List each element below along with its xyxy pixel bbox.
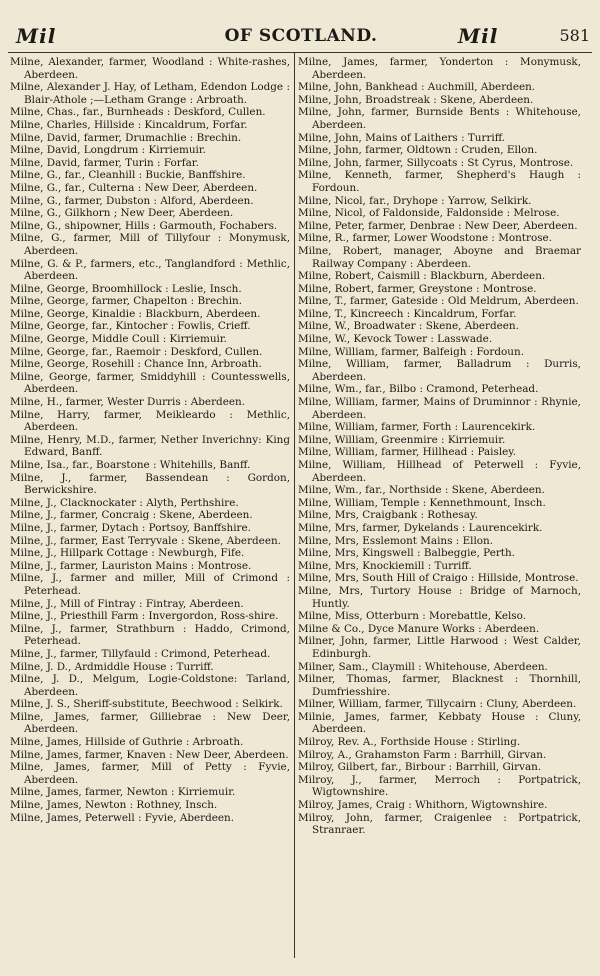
header-title: OF SCOTLAND. [224, 26, 378, 46]
directory-entry: Milne, Henry, M.D., farmer, Nether Inverichny: King Edward, Banff. [10, 433, 290, 459]
directory-entry: Milne, John, Mains of Laithers : Turriff. [298, 131, 506, 144]
directory-entry: Milne, T., Kincreech : Kincaldrum, Forfar. [298, 307, 517, 320]
directory-entry: Milne, Miss, Otterburn : Morebattle, Kelso. [298, 610, 527, 623]
directory-entry: Milne, R., farmer, Lower Woodstone : Montrose. [298, 232, 552, 245]
directory-entry: Milner, William, farmer, Tillycairn : Cluny, Aberdeen. [298, 698, 577, 711]
directory-entry: Milne, George, farmer, Chapelton : Brechin. [10, 295, 243, 308]
directory-entry: Milne, Mrs, Kingswell : Balbeggie, Perth. [298, 547, 515, 560]
directory-entry: Milne, William, Hillhead of Peterwell : Fyvie, Aberdeen. [298, 459, 581, 484]
directory-entry: Milne, Wm., far., Bilbo : Cramond, Peterhead. [298, 383, 539, 396]
directory-entry: Milne, Kenneth, farmer, Shepherd's Haugh : Fordoun. [298, 169, 581, 194]
directory-entry: Milne, John, farmer, Oldtown : Cruden, Ellon. [298, 144, 538, 157]
directory-entry: Milne, Peter, farmer, Denbrae : New Deer, Aberdeen. [298, 219, 578, 232]
directory-entry: Milne, William, Greenmire : Kirriemuir. [298, 433, 506, 446]
directory-entry: Milne, George, Kinaldie : Blackburn, Aberdeen. [10, 307, 261, 320]
right-column [298, 56, 581, 837]
directory-entry: Milne, Robert, farmer, Greystone : Montrose. [298, 282, 537, 295]
header-left-guide-word: Mil [16, 24, 57, 48]
directory-entry: Milne, Mrs, South Hill of Craigo : Hillside, Montrose. [298, 572, 579, 585]
directory-entry: Milne, T., farmer, Gateside : Old Meldrum, Aberdeen. [298, 295, 579, 308]
directory-entry: Milroy, John, farmer, Craigenlee : Portpatrick, Stranraer. [298, 811, 581, 837]
directory-entry: Milner, Thomas, farmer, Blacknest : Thornhill, Dumfriesshire. [298, 673, 581, 698]
directory-entry: Milne, G., farmer, Mill of Tillyfour : Monymusk, Aberdeen. [10, 232, 290, 257]
directory-entry: Milne, John, Broadstreak : Skene, Aberdeen. [298, 93, 534, 106]
directory-entry: Milne, Mrs, Craigbank : Rothesay. [298, 509, 478, 522]
directory-entry: Milne, G., farmer, Dubston : Alford, Aberdeen. [10, 194, 254, 207]
directory-entry: Milroy, Rev. A., Forthside House : Stirling. [298, 736, 521, 749]
directory-entry: Milne, William, farmer, Balfeigh : Fordoun. [298, 345, 524, 358]
directory-entry: Milner, John, farmer, Little Harwood : West Calder, Edinburgh. [298, 635, 581, 660]
directory-entry: Milne, J., farmer, East Terryvale : Skene, Aberdeen. [10, 534, 281, 547]
directory-entry: Milne, G. & P., farmers, etc., Tanglandford : Methlic, Aberdeen. [10, 257, 290, 283]
directory-entry: Milne, H., farmer, Wester Durris : Aberdeen. [10, 396, 245, 409]
directory-entry: Milne, J. D., Ardmiddle House : Turriff. [10, 660, 214, 673]
running-header [12, 24, 590, 48]
directory-entry: Milne, J., Mill of Fintray : Fintray, Aberdeen. [10, 597, 244, 610]
page-number: 581 [559, 26, 590, 45]
directory-entry: Milne, Charles, Hillside : Kincaldrum, Forfar. [10, 118, 248, 131]
directory-entry: Milne, Wm., far., Northside : Skene, Aberdeen. [298, 484, 545, 497]
directory-entry: Milne, Chas., far., Burnheads : Deskford, Cullen. [10, 106, 266, 119]
directory-entry: Milne, James, Hillside of Guthrie : Arbroath. [10, 736, 244, 749]
directory-entry: Milne, David, Longdrum : Kirriemuir. [10, 144, 206, 157]
directory-entry: Milne, Mrs, farmer, Dykelands : Laurencekirk. [298, 521, 543, 534]
directory-entry: Milne & Co., Dyce Manure Works : Aberdeen. [298, 622, 540, 635]
directory-entry: Milne, W., Kevock Tower : Lasswade. [298, 333, 493, 346]
left-column [10, 56, 290, 824]
directory-entry: Milne, Isa., far., Boarstone : Whitehills, Banff. [10, 459, 251, 471]
directory-entry: Milne, J., farmer, Lauriston Mains : Montrose. [10, 559, 252, 572]
directory-entry: Milne, George, far., Kintocher : Fowlis, Crieff. [10, 320, 251, 333]
directory-entry: Milne, Mrs, Esslemont Mains : Ellon. [298, 534, 494, 547]
header-rule [8, 52, 592, 53]
directory-entry: Milne, Alexander, farmer, Woodland : White-rashes, Aberdeen. [10, 56, 290, 81]
directory-entry: Milne, James, Newton : Rothney, Insch. [10, 799, 218, 812]
directory-entry: Milne, David, farmer, Turin : Forfar. [10, 156, 199, 169]
directory-entry: Milne, G., shipowner, Hills : Garmouth, Fochabers. [10, 219, 278, 232]
directory-entry: Milne, William, farmer, Forth : Laurencekirk. [298, 421, 536, 434]
directory-entry: Milroy, A., Grahamston Farm : Barrhill, Girvan. [298, 748, 547, 761]
directory-entry: Milroy, J., farmer, Merroch : Portpatrick, Wigtownshire. [298, 773, 581, 799]
directory-entry: Milne, James, Peterwell : Fyvie, Aberdeen. [10, 811, 235, 824]
directory-entry: Milne, Robert, manager, Aboyne and Braemar Railway Company : Aberdeen. [298, 244, 581, 270]
directory-entry: Milne, J., farmer, Concraig : Skene, Aberdeen. [10, 509, 253, 522]
directory-entry: Milne, J., farmer, Strathburn : Haddo, Crimond, Peterhead. [10, 622, 290, 648]
directory-entry: Milne, G., far., Culterna : New Deer, Aberdeen. [10, 181, 258, 194]
directory-entry: Milne, J., Clacknockater : Alyth, Perthshire. [10, 496, 239, 509]
directory-entry: Milne, Nicol, far., Dryhope : Yarrow, Selkirk. [298, 194, 532, 207]
directory-entry: Milne, Nicol, of Faldonside, Faldonside : Melrose. [298, 207, 560, 220]
directory-entry: Milne, James, farmer, Yonderton : Monymusk, Aberdeen. [298, 56, 581, 81]
directory-entry: Milne, George, far., Raemoir : Deskford, Cullen. [10, 345, 263, 358]
directory-entry: Milne, Mrs, Turtory House : Bridge of Marnoch, Huntly. [298, 584, 581, 610]
directory-entry: Milne, William, farmer, Balladrum : Durris, Aberdeen. [298, 358, 581, 383]
directory-entry: Milne, Mrs, Knockiemill : Turriff. [298, 559, 472, 572]
directory-entry: Milne, William, Temple : Kennethmount, Insch. [298, 496, 546, 509]
directory-entry: Milne, James, farmer, Gilliebrae : New Deer, Aberdeen. [10, 710, 290, 736]
directory-entry: Milne, James, farmer, Newton : Kirriemuir. [10, 786, 236, 799]
directory-entry: Milne, George, Rosehill : Chance Inn, Arbroath. [10, 358, 262, 371]
directory-entry: Milne, James, farmer, Mill of Petty : Fyvie, Aberdeen. [10, 761, 290, 786]
directory-entry: Milne, William, farmer, Mains of Druminnor : Rhynie, Aberdeen. [298, 396, 581, 421]
directory-entry: Milne, George, Broomhillock : Leslie, Insch. [10, 282, 242, 295]
directory-entry: Milne, J., Hillpark Cottage : Newburgh, Fife. [10, 547, 245, 560]
directory-entry: Milne, J. S., Sheriff-substitute, Beechwood : Selkirk. [10, 698, 283, 711]
directory-entry: Milne, G., far., Cleanhill : Buckie, Banffshire. [10, 169, 246, 182]
directory-entry: Milne, J., farmer, Bassendean : Gordon, Berwickshire. [10, 471, 290, 497]
directory-entry: Milne, David, farmer, Drumachlie : Brechin. [10, 131, 242, 144]
column-divider [294, 52, 295, 958]
directory-entry: Milne, J., farmer, Dytach : Portsoy, Banffshire. [10, 521, 251, 534]
directory-entry: Milne, Alexander J. Hay, of Letham, Edendon Lodge : Blair-Athole ;—Letham Grange : Arbroath. [10, 81, 290, 106]
header-right-guide-word: Mil [458, 24, 499, 48]
directory-entry: Milne, Harry, farmer, Meikleardo : Methlic, Aberdeen. [10, 408, 290, 434]
directory-entry: Milne, J., Priesthill Farm : Invergordon, Ross-shire. [10, 610, 279, 623]
directory-entry: Milne, Robert, Caismill : Blackburn, Aberdeen. [298, 270, 546, 283]
directory-entry: Milne, W., Broadwater : Skene, Aberdeen. [298, 320, 519, 333]
directory-entry: Milne, J., farmer, Tillyfauld : Crimond, Peterhead. [10, 647, 271, 660]
directory-entry: Milne, John, Bankhead : Auchmill, Aberdeen. [298, 81, 536, 94]
directory-entry: Milne, John, farmer, Burnside Bents : Whitehouse, Aberdeen. [298, 106, 581, 131]
directory-entry: Milne, James, farmer, Knaven : New Deer, Aberdeen. [10, 748, 289, 761]
directory-entry: Milnie, James, farmer, Kebbaty House : Cluny, Aberdeen. [298, 710, 581, 736]
directory-entry: Milne, John, farmer, Sillycoats : St Cyrus, Montrose. [298, 156, 574, 169]
directory-entry: Milne, J., farmer and miller, Mill of Crimond : Peterhead. [10, 572, 290, 597]
directory-entry: Milne, George, Middle Coull : Kirriemuir. [10, 333, 227, 346]
directory-entry: Milne, J. D., Melgum, Logie-Coldstone: Tarland, Aberdeen. [10, 673, 290, 698]
directory-entry: Milne, George, farmer, Smiddyhill : Countesswells, Aberdeen. [10, 370, 290, 396]
directory-entry: Milroy, James, Craig : Whithorn, Wigtownshire. [298, 799, 548, 812]
directory-entry: Milner, Sam., Claymill : Whitehouse, Aberdeen. [298, 660, 548, 673]
directory-entry: Milroy, Gilbert, far., Birbour : Barrhill, Girvan. [298, 761, 542, 774]
directory-entry: Milne, William, farmer, Hillhead : Paisley. [298, 446, 517, 459]
directory-entry: Milne, G., Gilkhorn ; New Deer, Aberdeen. [10, 207, 234, 220]
